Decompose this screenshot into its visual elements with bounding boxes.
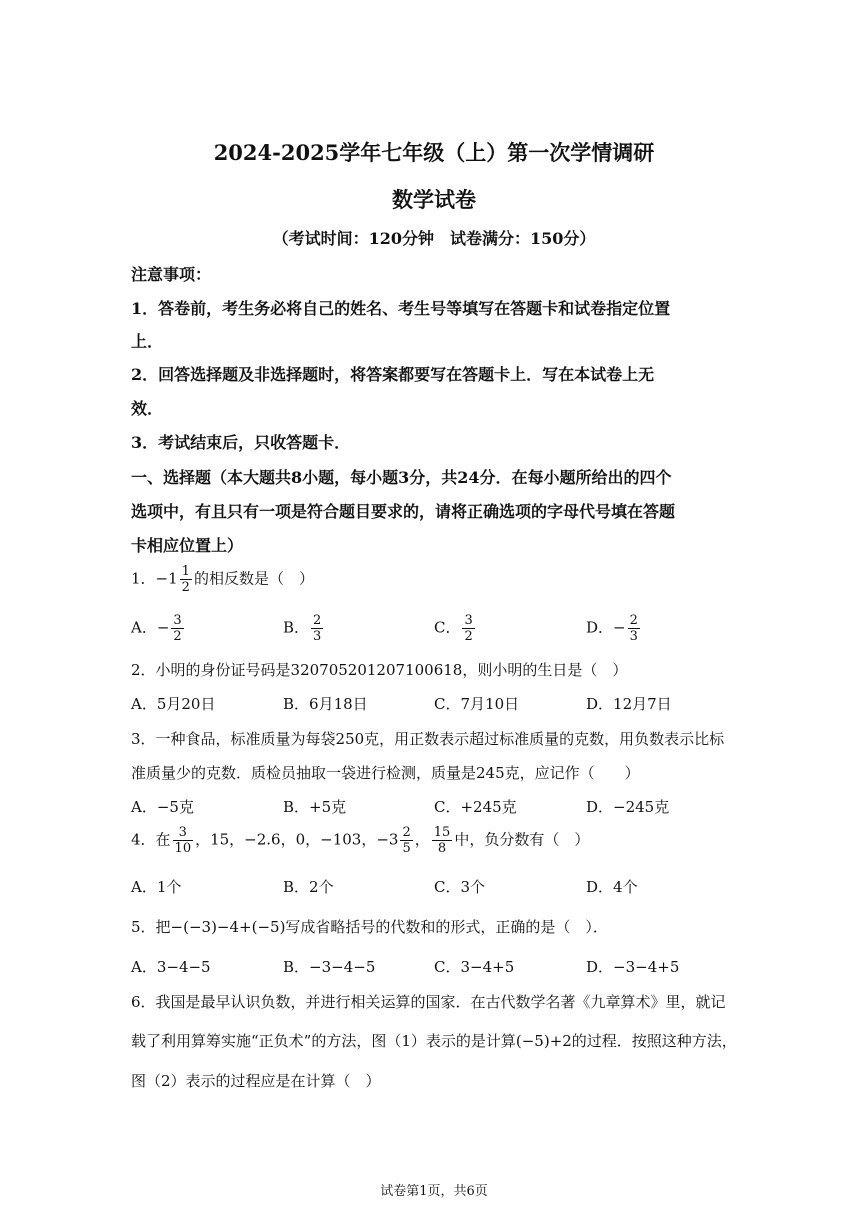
q3-option-b: B．+5克 [283, 798, 347, 816]
q3-option-d: D．−245克 [586, 798, 670, 816]
fraction-numerator: 3 [464, 613, 473, 628]
fraction-denominator: 8 [437, 841, 447, 856]
page-footer: 试卷第1页，共6页 [380, 1184, 488, 1199]
fraction-numerator: 2 [313, 613, 322, 628]
text-segment: 中，负分数有（ ） [454, 830, 590, 849]
q4-option-d: D．4个 [586, 878, 638, 896]
q1-option-c [434, 614, 477, 643]
exam-title: 2024-2025学年七年级（上）第一次学情调研 [213, 140, 655, 165]
note-2-line-2: 效． [131, 399, 164, 418]
q2-option-a: A．5月20日 [131, 695, 216, 713]
note-2-line-1: 2．回答选择题及非选择题时，将答案都要写在答题卡上．写在本试卷上无 [131, 365, 655, 384]
question-4 [131, 826, 589, 855]
notes-heading: 注意事项： [131, 265, 212, 284]
note-3: 3．考试结束后，只收答题卡． [131, 433, 351, 452]
text-segment: C． [434, 618, 461, 637]
note-1-line-2: 上． [131, 332, 164, 351]
fraction-numerator: 2 [629, 613, 638, 628]
q4-option-b: B．2个 [283, 878, 334, 896]
question-6-line-2: 载了利用算筹实施“正负术”的方法，图（1）表示的是计算(−5)+2的过程．按照这种方法， [131, 1032, 737, 1050]
fraction-numerator: 1 [181, 564, 190, 579]
fraction [311, 614, 323, 643]
fraction [432, 826, 453, 855]
question-6-line-3: 图（2）表示的过程应是在计算（ ） [131, 1072, 381, 1090]
fraction-denominator: 2 [181, 580, 190, 595]
question-3-line-2: 准质量少的克数．质检员抽取一袋进行检测，质量是245克，应记作（ ） [131, 764, 640, 782]
q1-option-b [283, 614, 325, 643]
section-1-line-3: 卡相应位置上） [131, 536, 244, 555]
fraction-denominator: 5 [402, 841, 411, 856]
q1-option-a [131, 614, 186, 643]
q5-option-b: B．−3−4−5 [283, 958, 376, 976]
fraction-denominator: 3 [313, 629, 322, 644]
question-3-line-1: 3．一种食品，标准质量为每袋250克，用正数表示超过标准质量的克数，用负数表示比标 [131, 730, 725, 748]
text-segment: 4．在 [131, 830, 171, 849]
section-1-line-2: 选项中，有且只有一项是符合题目要求的，请将正确选项的字母代号填在答题 [131, 502, 676, 521]
text-segment: 1．−1 [131, 569, 178, 588]
q2-option-b: B．6月18日 [283, 695, 368, 713]
fraction-numerator: 3 [173, 613, 182, 628]
note-1-line-1: 1．答卷前，考生务必将自己的姓名、考生号等填写在答题卡和试卷指定位置 [131, 299, 671, 318]
exam-subtitle: 数学试卷 [392, 187, 476, 212]
q3-option-c: C．+245克 [434, 798, 517, 816]
fraction [180, 565, 192, 594]
fraction-denominator: 2 [464, 629, 473, 644]
fraction [400, 826, 412, 855]
text-segment: ， [414, 830, 430, 849]
q5-option-a: A．3−4−5 [131, 958, 211, 976]
section-1-line-1: 一、选择题（本大题共8小题，每小题3分，共24分．在每小题所给出的四个 [131, 468, 672, 487]
q2-option-d: D．12月7日 [586, 695, 672, 713]
q5-option-d: D．−3−4+5 [586, 958, 680, 976]
q4-option-a: A．1个 [131, 878, 182, 896]
fraction-numerator: 2 [402, 825, 411, 840]
fraction-denominator: 2 [173, 629, 182, 644]
text-segment: 的相反数是（ ） [193, 569, 314, 588]
text-segment: A．− [131, 618, 170, 637]
text-segment: ，15，−2.6，0，−103，−3 [195, 830, 399, 849]
question-2: 2．小明的身份证号码是320705201207100618，则小明的生日是（ ） [131, 661, 628, 679]
fraction-denominator: 3 [629, 629, 638, 644]
fraction [628, 614, 640, 643]
q3-option-a: A．−5克 [131, 798, 194, 816]
fraction [462, 614, 474, 643]
q2-option-c: C．7月10日 [434, 695, 520, 713]
exam-info: （考试时间：120分钟 试卷满分：150分） [272, 229, 596, 248]
fraction-denominator: 10 [174, 841, 192, 856]
question-1 [131, 565, 314, 594]
fraction [173, 826, 194, 855]
fraction-numerator: 15 [433, 825, 451, 840]
q1-option-d [586, 614, 642, 643]
question-6-line-1: 6．我国是最早认识负数，并进行相关运算的国家．在古代数学名著《九章算术》里，就记 [131, 993, 726, 1011]
text-segment: D．− [586, 618, 626, 637]
q4-option-c: C．3个 [434, 878, 486, 896]
q5-option-c: C．3−4+5 [434, 958, 515, 976]
question-5: 5．把−(−3)−4+(−5)写成省略括号的代数和的形式，正确的是（ ）． [131, 918, 608, 936]
text-segment: B． [283, 618, 310, 637]
fraction-numerator: 3 [173, 826, 194, 841]
fraction [171, 614, 183, 643]
